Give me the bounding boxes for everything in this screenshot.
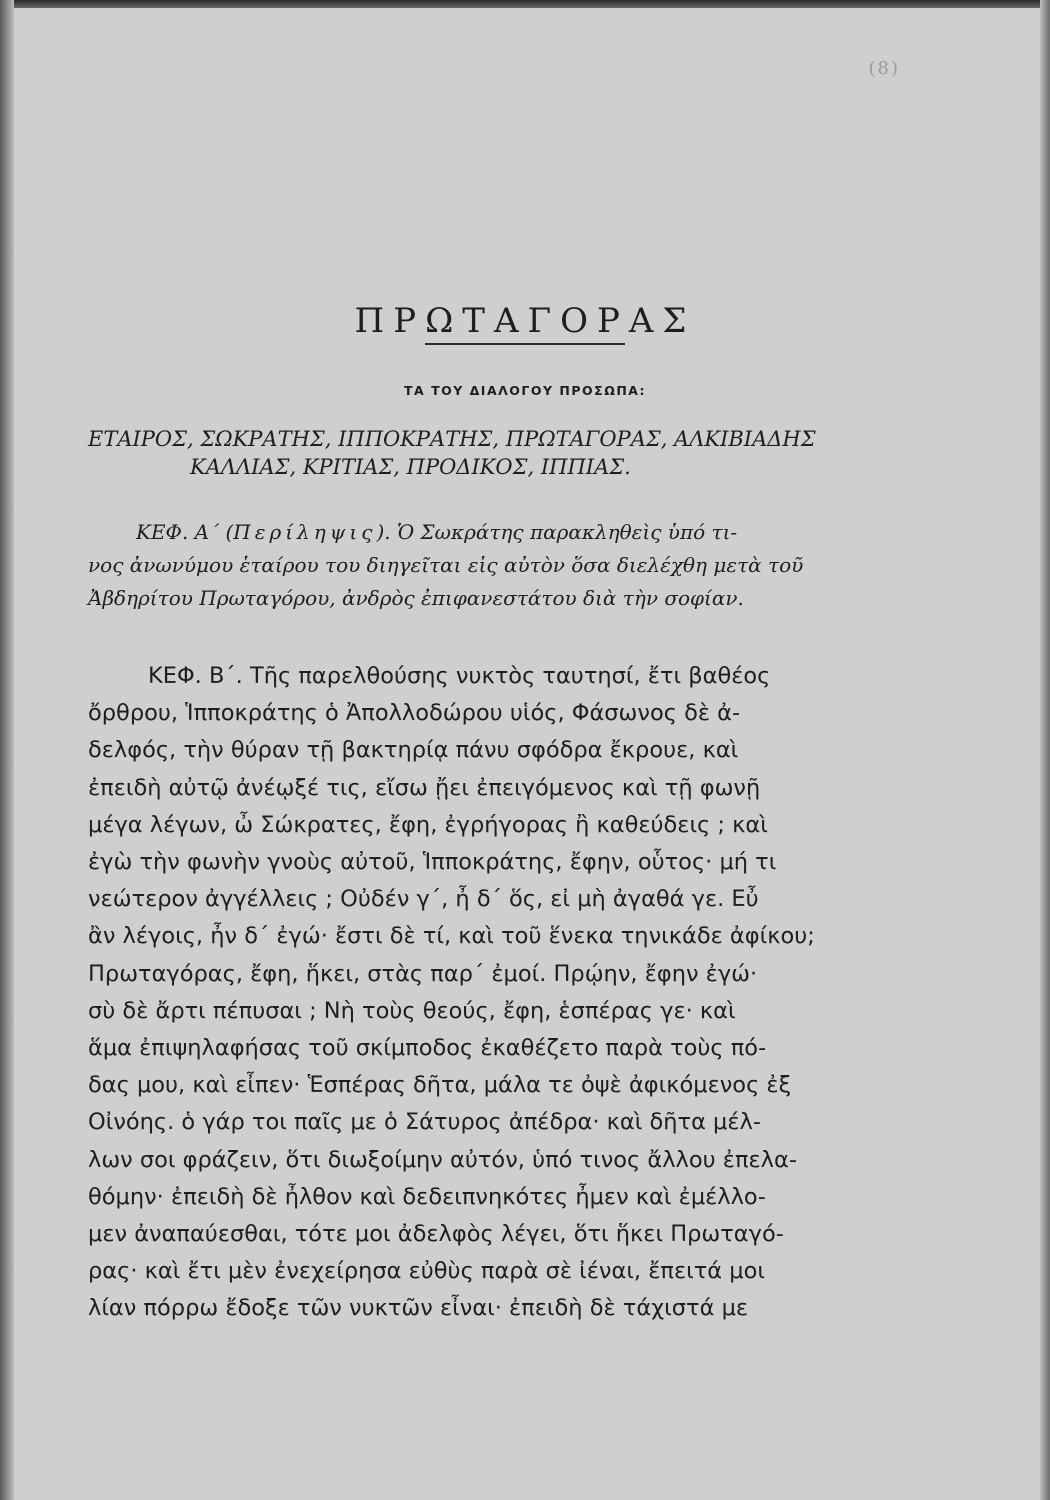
text-line: ἐγὼ τὴν φωνὴν γνοὺς αὐτοῦ, Ἱπποκράτης, ἔφην, οὗτος· μή τι: [88, 849, 777, 876]
text-line: λίαν πόρρω ἔδοξε τῶν νυκτῶν εἶναι· ἐπειδὴ δὲ τάχιστά με: [88, 1295, 749, 1322]
summary-line: [88, 516, 928, 549]
text-line: ἅμα ἐπιψηλαφήσας τοῦ σκίμποδος ἐκαθέζετο παρὰ τοὺς πό-: [88, 1035, 767, 1062]
title-rule: [425, 343, 625, 345]
chapter-b-text: [88, 658, 938, 1328]
page-title: ΠΡΩΤΑΓΟΡΑΣ: [354, 300, 696, 341]
chapter-a-label: ΚΕΦ. Α΄ (: [136, 520, 234, 544]
text-line: ρας· καὶ ἔτι μὲν ἐνεχείρησα εὐθὺς παρὰ σὲ ἰέναι, ἔπειτά μοι: [88, 1258, 765, 1285]
text-line: ΚΕΦ. Β΄. Τῆς παρελθούσης νυκτὸς ταυτησί, ἔτι βαθέος: [148, 663, 771, 689]
text-line: μέγα λέγων, ὦ Σώκρατες, ἔφη, ἐγρήγορας ἢ καθεύδεις ; καὶ: [88, 811, 768, 838]
personae-list: [88, 425, 948, 481]
text-line: ὄρθρου, Ἱπποκράτης ὁ Ἀπολλοδώρου υἱός, Φάσωνος δὲ ἀ-: [88, 700, 741, 727]
chapter-a-text-first: Ὁ Σωκράτης παρακληθεὶς ὑπό τι-: [390, 520, 738, 544]
text-line: ἐπειδὴ αὐτῷ ἀνέῳξέ τις, εἴσω ᾔει ἐπειγόμενος καὶ τῇ φωνῇ: [88, 774, 761, 801]
text-line: θόμην· ἐπειδὴ δὲ ἦλθον καὶ δεδειπνηκότες ἦμεν καὶ ἐμέλλο-: [88, 1183, 766, 1210]
chapter-a-summary: [88, 516, 928, 615]
personae-line: ΚΑΛΛΙΑΣ, ΚΡΙΤΙΑΣ, ΠΡΟΔΙΚΟΣ, ΙΠΠΙΑΣ.: [190, 455, 631, 479]
chapter-a-heading-close: ).: [376, 520, 391, 544]
scan-edge-left: [0, 0, 14, 1500]
text-line: δας μου, καὶ εἶπεν· Ἑσπέρας δῆτα, μάλα τε ὀψὲ ἀφικόμενος ἐξ: [88, 1072, 792, 1099]
text-line: σὺ δὲ ἄρτι πέπυσαι ; Νὴ τοὺς θεούς, ἔφη, ἑσπέρας γε· καὶ: [88, 997, 736, 1024]
personae-line: ΕΤΑΙΡΟΣ, ΣΩΚΡΑΤΗΣ, ΙΠΠΟΚΡΑΤΗΣ, ΠΡΩΤΑΓΟΡΑΣ, ΑΛΚΙΒΙΑΔΗΣ: [88, 427, 816, 451]
scan-edge-top: [0, 0, 1050, 8]
summary-line: Ἀβδηρίτου Πρωταγόρου, ἀνδρὸς ἐπιφανεστάτου διὰ τὴν σοφίαν.: [88, 586, 744, 610]
text-line: Πρωταγόρας, ἔφη, ἥκει, στὰς παρ΄ ἐμοί. Πρῴην, ἔφην ἐγώ·: [88, 960, 758, 987]
text-line: ἂν λέγοις, ἦν δ΄ ἐγώ· ἔστι δὲ τί, καὶ τοῦ ἕνεκα τηνικάδε ἀφίκου;: [88, 923, 815, 950]
page-number: (8): [868, 58, 900, 79]
text-line: λων σοι φράζειν, ὅτι διωξοίμην αὐτόν, ὑπό τινος ἄλλου ἐπελα-: [88, 1146, 797, 1173]
text-line: δελφός, τὴν θύραν τῇ βακτηρίᾳ πάνυ σφόδρα ἔκρουε, καὶ: [88, 737, 739, 764]
personae-heading: ΤΑ ΤΟΥ ΔΙΑΛΟΓΟΥ ΠΡΟΣΩΠΑ:: [404, 383, 646, 398]
scan-edge-right: [1040, 0, 1050, 1500]
text-line: μεν ἀναπαύεσθαι, τότε μοι ἀδελφὸς λέγει, ὅτι ἥκει Πρωταγό-: [88, 1221, 784, 1248]
chapter-a-heading: Περίληψις: [233, 520, 377, 544]
text-line: νεώτερον ἀγγέλλεις ; Οὐδέν γ΄, ἦ δ΄ ὅς, εἰ μὴ ἀγαθά γε. Εὖ: [88, 886, 759, 913]
summary-line: νος ἀνωνύμου ἑταίρου του διηγεῖται εἰς αὐτὸν ὅσα διελέχθη μετὰ τοῦ: [88, 553, 804, 577]
text-line: Οἰνόης. ὁ γάρ τοι παῖς με ὁ Σάτυρος ἀπέδρα· καὶ δῆτα μέλ-: [88, 1109, 761, 1136]
